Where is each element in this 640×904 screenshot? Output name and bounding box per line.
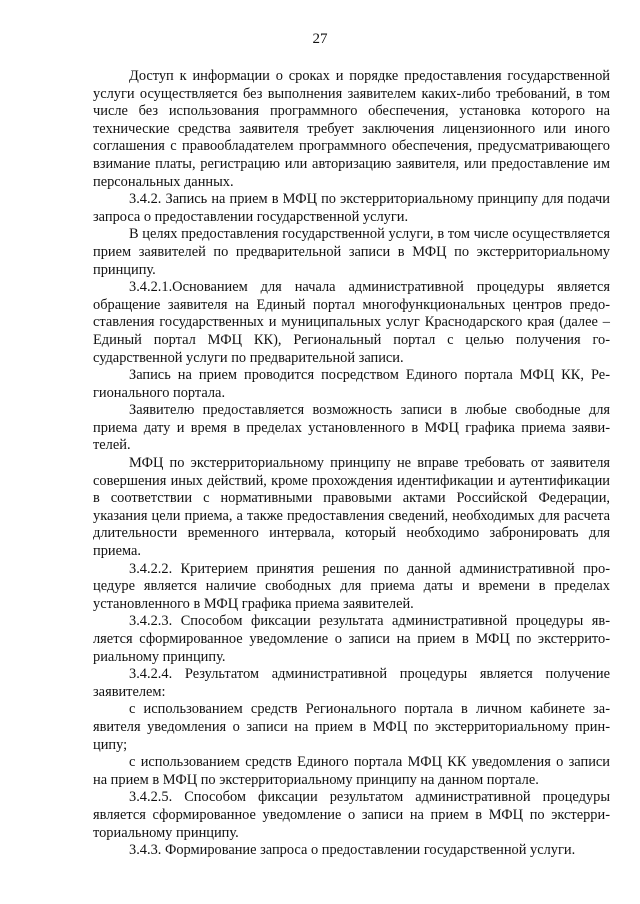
- paragraph-booking-choice: Заявителю предоставляется возможность записи в любые свободные для приема дату и время в пределах установленного в МФЦ графика приема заявителей.: [93, 402, 610, 454]
- paragraph-3-4-2-5: 3.4.2.5. Способом фиксации результатом административной процедуры является сформированное уведомление о записи на прием в МФЦ по экстерриториальному принципу.: [93, 789, 610, 841]
- paragraph-3-4-2-1: 3.4.2.1.Основанием для начала административной процедуры является обращение заявителя на Единый портал многофункциональных центров предоставления государственных и муниципальных услуг Краснодарского края (далее – Единый портал МФЦ КК), Региональный портал с целью получения государственной услуги по предварительной записи.: [93, 279, 610, 366]
- paragraph-regional-portal-notice: с использованием средств Регионального портала в личном кабинете заявителя уведомления о записи на прием в МФЦ по экстерриториальному принципу;: [93, 701, 610, 753]
- paragraph-booking-method: Запись на прием проводится посредством Единого портала МФЦ КК, Регионального портала.: [93, 367, 610, 401]
- paragraph-3-4-2-3: 3.4.2.3. Способом фиксации результата административной процедуры является сформированное уведомление о записи на прием в МФЦ по экстерриториальному принципу.: [93, 613, 610, 665]
- paragraph-3-4-2: 3.4.2. Запись на прием в МФЦ по экстерриториальному принципу для подачи запроса о предоставлении государственной услуги.: [93, 191, 610, 225]
- page-number: 27: [312, 31, 328, 47]
- paragraph-3-4-2-2: 3.4.2.2. Критерием принятия решения по данной административной процедуре является наличие свободных для приема даты и времени в пределах установленного в МФЦ графика приема заявителей.: [93, 560, 610, 612]
- paragraph-mfc-portal-notice: с использованием средств Единого портала МФЦ КК уведомления о записи на прием в МФЦ по экстерриториальному принципу на данном портале.: [93, 754, 610, 788]
- paragraph-3-4-2-4: 3.4.2.4. Результатом административной процедуры является получение заявителем:: [93, 666, 610, 700]
- paragraph-purpose: В целях предоставления государственной услуги, в том числе осуществляется прием заявителей по предварительной записи в МФЦ по экстерриториальному принципу.: [93, 226, 610, 278]
- paragraph-mfc-restrictions: МФЦ по экстерриториальному принципу не вправе требовать от заявителя совершения иных действий, кроме прохождения идентификации и аутентификации в соответствии с нормативными правовыми актами Российской Федерации, указания цели приема, а также предоставления сведений, необходимых для расчета длительности временного интервала, который необходимо забронировать для приема.: [93, 455, 610, 560]
- paragraph-3-4-3: 3.4.3. Формирование запроса о предоставлении государственной услуги.: [129, 842, 576, 859]
- paragraph-access-info: Доступ к информации о сроках и порядке предоставления государственной услуги осуществляется без выполнения заявителем каких-либо требований, в том числе без использования программного обеспечения, установка которого на технические средства заявителя требует заключения лицензионного или иного соглашения с правообладателем программного обеспечения, предусматривающего взимание платы, регистрацию или авторизацию заявителя, или предоставление им персональных данных.: [93, 68, 610, 190]
- document-body: [93, 68, 610, 860]
